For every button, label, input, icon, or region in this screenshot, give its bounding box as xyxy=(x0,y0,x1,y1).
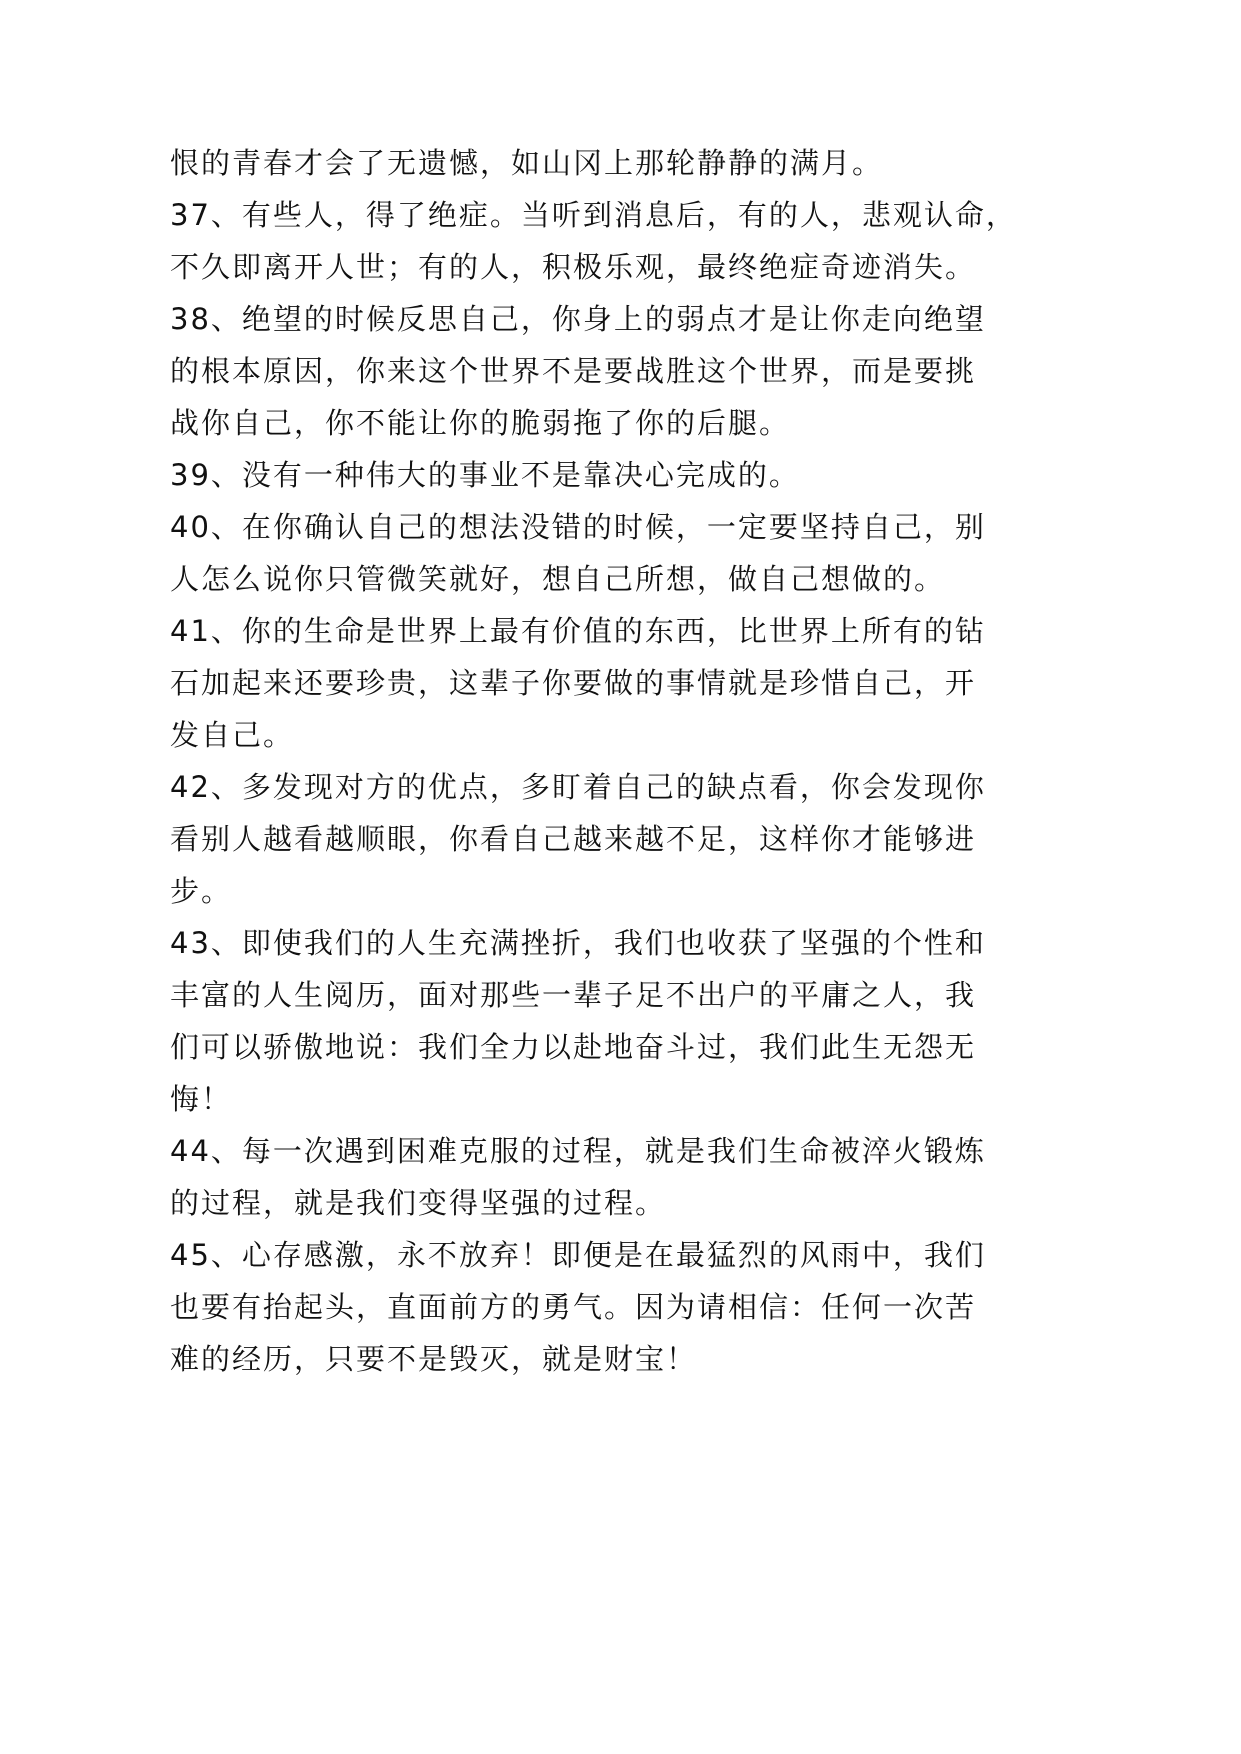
text-line: 41、你的生命是世界上最有价值的东西，比世界上所有的钻 xyxy=(170,614,986,648)
text-line: 发自己。 xyxy=(170,718,295,752)
text-line: 的过程，就是我们变得坚强的过程。 xyxy=(170,1186,667,1220)
text-line: 也要有抬起头，直面前方的勇气。因为请相信：任何一次苦 xyxy=(170,1290,977,1324)
text-line: 看别人越看越顺眼，你看自己越来越不足，这样你才能够进 xyxy=(170,822,977,856)
text-line: 石加起来还要珍贵，这辈子你要做的事情就是珍惜自己，开 xyxy=(170,666,977,700)
text-line: 38、绝望的时候反思自己，你身上的弱点才是让你走向绝望 xyxy=(170,302,986,336)
text-line: 42、多发现对方的优点，多盯着自己的缺点看，你会发现你 xyxy=(170,770,986,804)
text-line: 不久即离开人世；有的人，积极乐观，最终绝症奇迹消失。 xyxy=(170,250,977,284)
text-line: 步。 xyxy=(170,874,233,908)
text-line: 37、有些人，得了绝症。当听到消息后，有的人，悲观认命， xyxy=(170,198,1017,232)
text-line: 恨的青春才会了无遗憾，如山冈上那轮静静的满月。 xyxy=(170,146,884,180)
text-line: 45、心存感激，永不放弃！即便是在最猛烈的风雨中，我们 xyxy=(170,1238,986,1272)
text-line: 43、即使我们的人生充满挫折，我们也收获了坚强的个性和 xyxy=(170,926,986,960)
text-line: 丰富的人生阅历，面对那些一辈子足不出户的平庸之人，我 xyxy=(170,978,977,1012)
text-line: 战你自己，你不能让你的脆弱拖了你的后腿。 xyxy=(170,406,791,440)
document-body xyxy=(170,137,1017,1385)
text-line: 难的经历，只要不是毁灭，就是财宝！ xyxy=(170,1342,698,1376)
text-line: 悔！ xyxy=(170,1082,233,1116)
text-line: 40、在你确认自己的想法没错的时候，一定要坚持自己，别 xyxy=(170,510,986,544)
text-line: 39、没有一种伟大的事业不是靠决心完成的。 xyxy=(170,458,800,492)
text-line: 们可以骄傲地说：我们全力以赴地奋斗过，我们此生无怨无 xyxy=(170,1030,977,1064)
text-line: 44、每一次遇到困难克服的过程，就是我们生命被淬火锻炼 xyxy=(170,1134,986,1168)
text-line: 的根本原因，你来这个世界不是要战胜这个世界，而是要挑 xyxy=(170,354,977,388)
text-line: 人怎么说你只管微笑就好，想自己所想，做自己想做的。 xyxy=(170,562,946,596)
